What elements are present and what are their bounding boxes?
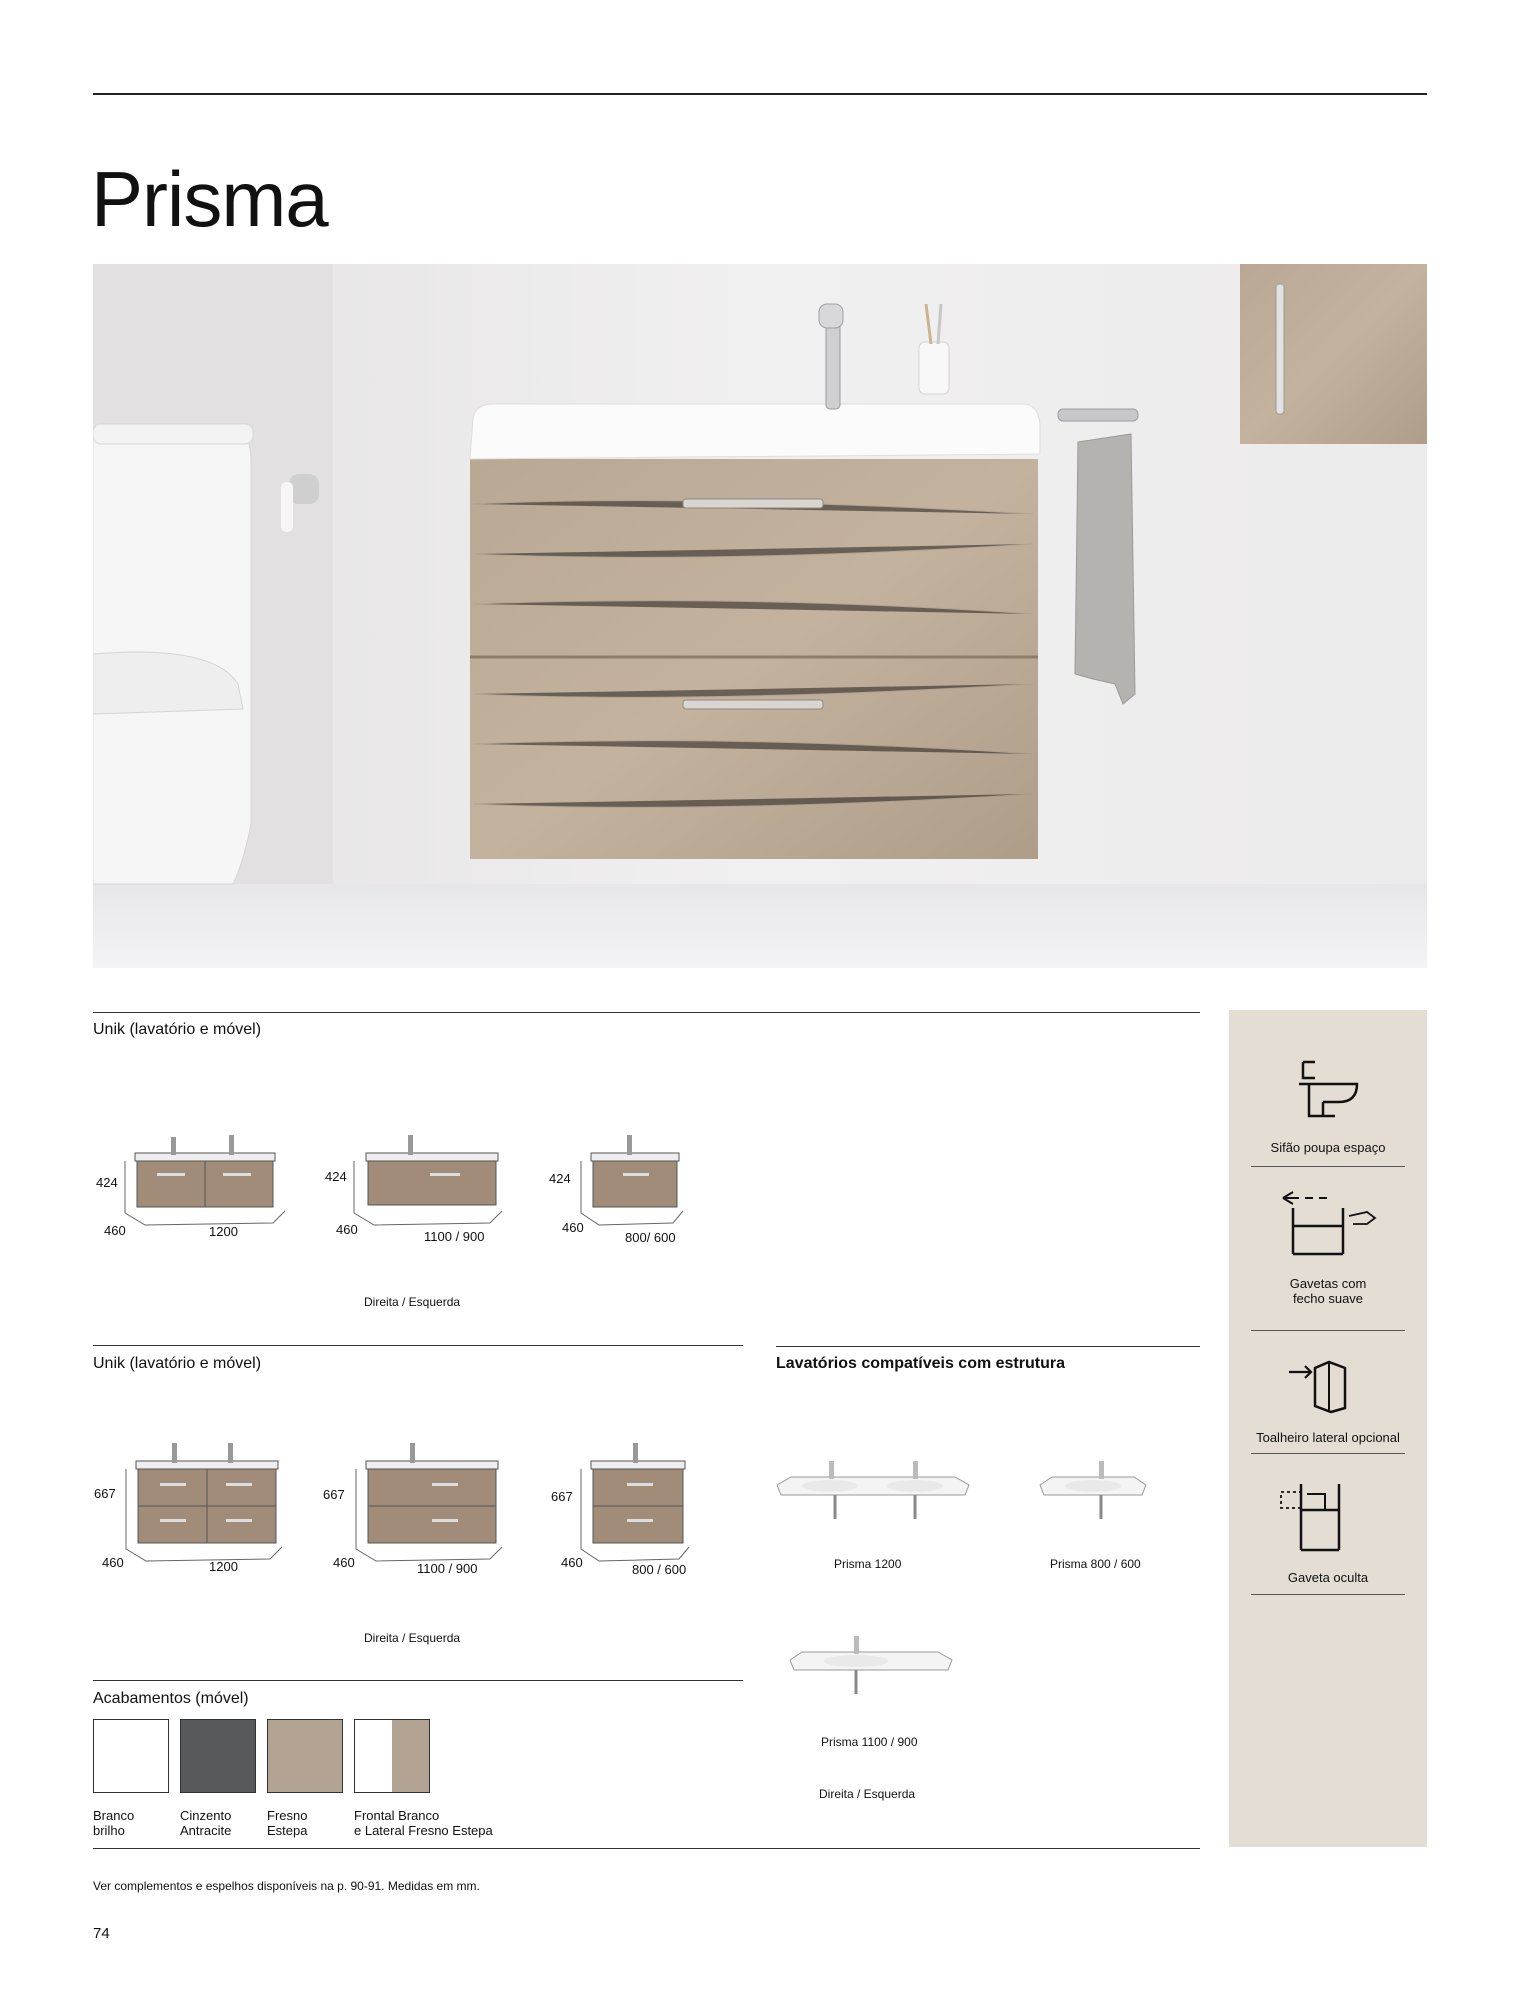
s2-item3-width: 800 / 600 [632, 1562, 687, 1577]
finish-label-frontal-branco [354, 1808, 493, 1838]
basins-label: Lavatórios compatíveis com estrutura [776, 1355, 1065, 1372]
section1-label: Unik (lavatório e móvel) [93, 1021, 262, 1038]
basins-caption: Direita / Esquerda [819, 1787, 916, 1801]
s1-item3-depth: 460 [562, 1220, 584, 1235]
feature-divider [1251, 1453, 1405, 1454]
basin-1200-drawing [775, 1455, 970, 1540]
finish-swatch-cinzento [180, 1719, 256, 1793]
finish-label-line2: Estepa [267, 1823, 308, 1838]
s2-item3-height: 667 [551, 1489, 573, 1504]
s2-item2-depth: 460 [333, 1555, 355, 1570]
finish-label-fresno [267, 1808, 307, 1838]
finishes-label: Acabamentos (móvel) [93, 1690, 249, 1707]
siphon-icon [1295, 1060, 1365, 1120]
finish-label-line1: Fresno [267, 1808, 308, 1823]
s1-item2-width: 1100 / 900 [424, 1229, 485, 1244]
s2-item2-height: 667 [323, 1487, 345, 1502]
s2-item1-width: 1200 [209, 1559, 238, 1574]
finish-label-line1: Cinzento [180, 1808, 232, 1823]
finish-label-branco [93, 1808, 134, 1838]
finish-label-line2: brilho [93, 1823, 125, 1838]
s2-item2-width: 1100 / 900 [417, 1561, 478, 1576]
s1-item1-height: 424 [96, 1175, 118, 1190]
section2-label: Unik (lavatório e móvel) [93, 1355, 262, 1372]
s1-item1-depth: 460 [104, 1223, 126, 1238]
unit-1100-900-tall-drawing [350, 1435, 510, 1570]
hidden-drawer-icon [1277, 1480, 1367, 1556]
feature-label-hidden-drawer: Gaveta oculta [1287, 1570, 1369, 1585]
hero-photo [93, 264, 1427, 968]
towel-rail-icon [1285, 1358, 1375, 1414]
s1-item2-height: 424 [325, 1169, 347, 1184]
footer-note: Ver complementos e espelhos disponíveis na p. 90-91. Medidas em mm. [93, 1879, 480, 1893]
s1-item3-height: 424 [549, 1171, 571, 1186]
feature-label-towel-rail: Toalheiro lateral opcional [1256, 1430, 1400, 1445]
feature-label-siphon: Sifão poupa espaço [1270, 1140, 1386, 1155]
feature-divider [1251, 1166, 1405, 1167]
unit-800-600-tall-drawing [575, 1435, 705, 1570]
bathroom-vanity-illustration [93, 264, 1427, 968]
s1-item3-width: 800/ 600 [625, 1230, 676, 1245]
finish-label-line2: e Lateral Fresno Estepa [354, 1823, 493, 1838]
s2-item3-depth: 460 [561, 1555, 583, 1570]
unit-800-600-low-drawing [565, 1125, 695, 1240]
section2-rule [93, 1345, 743, 1346]
page-title: Prisma [91, 155, 328, 243]
basin-1100-900-drawing [788, 1630, 958, 1715]
s2-item1-height: 667 [94, 1486, 116, 1501]
finish-label-line1: Branco [93, 1808, 135, 1823]
basin-1200-label: Prisma 1200 [834, 1557, 902, 1571]
s1-item1-width: 1200 [209, 1224, 238, 1239]
finish-label-cinzento [180, 1808, 231, 1838]
finish-label-line1: Frontal Branco [354, 1808, 440, 1823]
finishes-rule [93, 1680, 743, 1681]
basin-1100-900-label: Prisma 1100 / 900 [821, 1735, 918, 1749]
finish-swatch-branco [93, 1719, 169, 1793]
s1-item2-depth: 460 [336, 1222, 358, 1237]
bottom-rule [93, 1848, 1200, 1849]
finish-swatch-fresno [267, 1719, 343, 1793]
basin-800-600-label: Prisma 800 / 600 [1050, 1557, 1141, 1571]
features-sidebar [1229, 1010, 1427, 1847]
s2-item1-depth: 460 [102, 1555, 124, 1570]
top-rule [93, 93, 1427, 95]
finish-swatch-frontal-branco [354, 1719, 430, 1793]
basin-800-600-drawing [1038, 1455, 1148, 1540]
soft-close-drawer-icon [1279, 1190, 1379, 1260]
feature-divider [1251, 1330, 1405, 1331]
section2-caption: Direita / Esquerda [364, 1631, 461, 1645]
page-number: 74 [93, 1925, 110, 1942]
finish-label-line2: Antracite [180, 1823, 232, 1838]
basins-rule [776, 1346, 1200, 1347]
feature-divider [1251, 1594, 1405, 1595]
feature-label-soft-close: Gavetas com fecho suave [1289, 1276, 1367, 1306]
section1-rule [93, 1012, 1200, 1013]
section1-caption: Direita / Esquerda [364, 1295, 461, 1309]
unit-1200-tall-drawing [120, 1435, 300, 1570]
